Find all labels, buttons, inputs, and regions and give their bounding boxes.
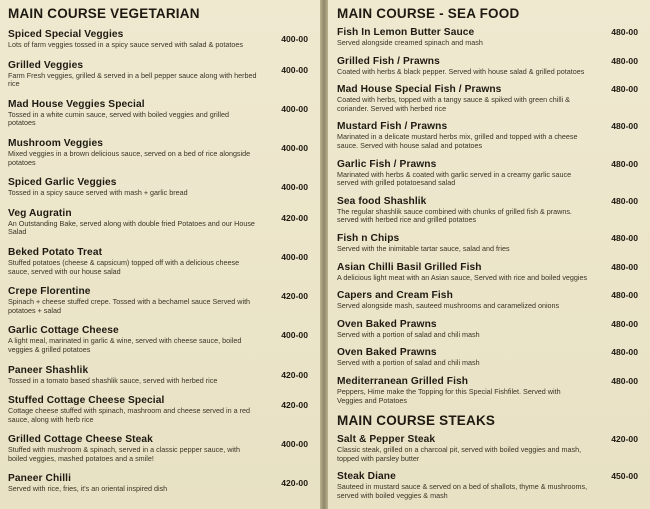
- dish-description: Served with a portion of salad and chili mash: [337, 329, 480, 339]
- menu-item: [337, 121, 640, 150]
- dish-description: Stuffed with mushroom & spinach, served in a classic pepper sauce, with boiled veggies, mashed potatoes and a smile!: [8, 445, 240, 463]
- menu-item: [337, 27, 640, 48]
- dish-name: Asian Chilli Basil Grilled Fish: [337, 261, 482, 273]
- dish-price: 400-00: [281, 34, 308, 44]
- dish-price: 400-00: [281, 182, 308, 193]
- dish-description: Mixed veggies in a brown delicious sauce, served on a bed of rice alongside potatoes: [8, 148, 251, 167]
- menu-item: [8, 177, 310, 198]
- dish-price: 400-00: [281, 439, 308, 450]
- dish-name: Beked Potato Treat: [8, 246, 103, 258]
- dish-description: Coated with herbs, topped with a tangy sauce & spiked with green chilli & coriander. Served with herbed rice: [337, 95, 570, 113]
- dish-name: Stuffed Cottage Cheese Special: [8, 395, 165, 407]
- menu-item: [8, 208, 310, 237]
- dish-name: Mad House Veggies Special: [8, 98, 145, 110]
- dish-name: Mushroom Veggies: [8, 137, 104, 149]
- menu-item: [8, 138, 310, 167]
- menu-item: [8, 99, 310, 128]
- dish-price: 420-00: [281, 212, 308, 223]
- menu-item: [8, 60, 310, 89]
- dish-name: Veg Augratin: [8, 207, 72, 219]
- dish-name: Spiced Garlic Veggies: [8, 177, 117, 189]
- steak-item-list: [337, 434, 640, 500]
- dish-price: 480-00: [611, 55, 638, 66]
- dish-description: Marinated in a delicate mustard herbs mix, grilled and topped with a cheese sauce. Served with house salad and potatoes: [337, 132, 578, 150]
- dish-price: 480-00: [611, 84, 638, 95]
- dish-name: Oven Baked Prawns: [337, 347, 437, 359]
- dish-name: Fish In Lemon Butter Sauce: [337, 27, 475, 38]
- dish-price: 420-00: [281, 400, 308, 411]
- menu-item: [8, 365, 310, 386]
- dish-name: Salt & Pepper Steak: [337, 434, 436, 446]
- dish-description: Stuffed potatoes (cheese & capsicum) topped off with a delicious cheese sauce, served with our house salad: [8, 257, 240, 276]
- dish-price: 420-00: [611, 434, 638, 445]
- dish-description: Tossed in a tomato based shashlik sauce, served with herbed rice: [8, 375, 218, 385]
- menu-item: [337, 434, 640, 463]
- dish-name: Fish n Chips: [337, 232, 400, 244]
- dish-name: Steak Diane: [337, 471, 396, 483]
- dish-price: 480-00: [611, 195, 638, 206]
- dish-description: Served alongside creamed spinach and mash: [337, 38, 483, 47]
- dish-description: Tossed in a spicy sauce served with mash + garlic bread: [8, 188, 188, 198]
- veg-item-list: [8, 29, 310, 494]
- dish-name: Mad House Special Fish / Prawns: [337, 84, 502, 96]
- dish-name: Grilled Fish / Prawns: [337, 55, 440, 67]
- dish-name: Capers and Cream Fish: [337, 290, 453, 302]
- dish-description: Served with rice, fries, it's an oriental inspired dish: [8, 484, 168, 494]
- seafood-page: [328, 0, 650, 509]
- dish-description: Cottage cheese stuffed with spinach, mashroom and cheese served in a red sauce, along with herb rice: [8, 406, 250, 424]
- dish-price: 480-00: [611, 27, 638, 37]
- menu-item: [8, 247, 310, 276]
- dish-name: Grilled Veggies: [8, 59, 84, 71]
- dish-description: Lots of farm veggies tossed in a spicy sauce served with salad & potatoes: [8, 40, 243, 49]
- dish-name: Paneer Shashlik: [8, 364, 89, 376]
- dish-description: A light meal, marinated in garlic & wine, served with cheese sauce, boiled veggies & grilled potatoes: [8, 336, 242, 354]
- menu-item: [337, 262, 640, 283]
- dish-description: Sauteed in mustard sauce & served on a bed of shallots, thyme & mushrooms, served with boiled veggies & mash: [337, 482, 588, 500]
- dish-price: 480-00: [611, 347, 638, 358]
- dish-price: 480-00: [611, 290, 638, 301]
- dish-description: A delicious light meat with an Asian sauce, Served with rice and boiled veggies: [337, 272, 588, 282]
- dish-description: Tossed in a white cumin sauce, served with boiled veggies and grilled potatoes: [8, 109, 229, 128]
- vegetarian-page: [0, 0, 320, 509]
- dish-description: The regular shashlik sauce combined with chunks of grilled fish & prawns. served with herbed rice and grilled potatoes: [337, 206, 572, 225]
- dish-price: 400-00: [281, 330, 308, 341]
- steaks-section-title: MAIN COURSE STEAKS: [337, 413, 496, 429]
- dish-name: Paneer Chilli: [8, 473, 72, 485]
- dish-name: Mediterranean Grilled Fish: [337, 375, 469, 387]
- dish-description: Served with a portion of salad and chili mash: [337, 358, 480, 368]
- menu-item: [337, 347, 640, 368]
- dish-price: 480-00: [611, 158, 638, 169]
- menu-item: [8, 473, 310, 494]
- menu-item: [337, 319, 640, 340]
- dish-description: Peppers, Hime make the Topping for this Special Fishfilet. Served with Veggies and Potatoes: [337, 386, 561, 405]
- dish-price: 400-00: [281, 64, 308, 75]
- menu-item: [337, 84, 640, 113]
- veg-section-title: MAIN COURSE VEGETARIAN: [8, 6, 200, 21]
- menu-item: [337, 290, 640, 311]
- dish-price: 420-00: [281, 291, 308, 302]
- dish-price: 480-00: [611, 318, 638, 329]
- menu-item: [337, 196, 640, 225]
- dish-description: Farm Fresh veggies, grilled & served in a bell pepper sauce along with herbed rice: [8, 70, 257, 89]
- dish-price: 400-00: [281, 251, 308, 262]
- dish-price: 420-00: [281, 369, 308, 380]
- dish-price: 400-00: [281, 103, 308, 114]
- dish-name: Garlic Fish / Prawns: [337, 158, 437, 170]
- dish-price: 450-00: [611, 471, 638, 482]
- dish-name: Mustard Fish / Prawns: [337, 121, 448, 133]
- dish-price: 420-00: [281, 478, 308, 489]
- menu-item: [8, 395, 310, 424]
- dish-name: Crepe Florentine: [8, 286, 91, 298]
- dish-price: 400-00: [281, 142, 308, 153]
- dish-name: Garlic Cottage Cheese: [8, 325, 119, 337]
- menu-item: [8, 286, 310, 315]
- dish-name: Spiced Special Veggies: [8, 29, 124, 40]
- menu-item: [337, 159, 640, 188]
- dish-price: 480-00: [611, 261, 638, 272]
- menu-item: [337, 56, 640, 77]
- menu-item: [8, 29, 310, 50]
- dish-description: Spinach + cheese stuffed crepe. Tossed with a bechamel sauce Served with potatoes + salad: [8, 297, 251, 315]
- dish-description: Served with the inimitable tartar sauce, salad and fries: [337, 243, 510, 253]
- menu-item: [337, 471, 640, 500]
- dish-name: Oven Baked Prawns: [337, 318, 437, 330]
- dish-description: Coated with herbs & black pepper. Served with house salad & grilled potatoes: [337, 66, 585, 76]
- dish-description: An Outstanding Bake, served along with double fried Potatoes and our House Salad: [8, 218, 255, 237]
- dish-name: Sea food Shashlik: [337, 195, 427, 207]
- seafood-section-title: MAIN COURSE - SEA FOOD: [337, 6, 520, 21]
- dish-description: Served alongside mash, sauteed mushrooms and caramelized onions: [337, 301, 560, 311]
- menu-item: [8, 434, 310, 463]
- dish-description: Marinated with herbs & coated with garlic served in a creamy garlic sauce served with grilled potatoesand salad: [337, 169, 572, 188]
- menu-item: [337, 233, 640, 254]
- dish-description: Classic steak, grilled on a charcoal pit, served with boiled veggies and mash, topped with parsley butter: [337, 445, 582, 463]
- menu-item: [8, 325, 310, 354]
- book-gutter: [320, 0, 328, 509]
- dish-price: 480-00: [611, 121, 638, 132]
- dish-name: Grilled Cottage Cheese Steak: [8, 434, 153, 446]
- seafood-item-list: [337, 27, 640, 405]
- dish-price: 480-00: [611, 375, 638, 386]
- dish-price: 480-00: [611, 232, 638, 243]
- menu-item: [337, 376, 640, 405]
